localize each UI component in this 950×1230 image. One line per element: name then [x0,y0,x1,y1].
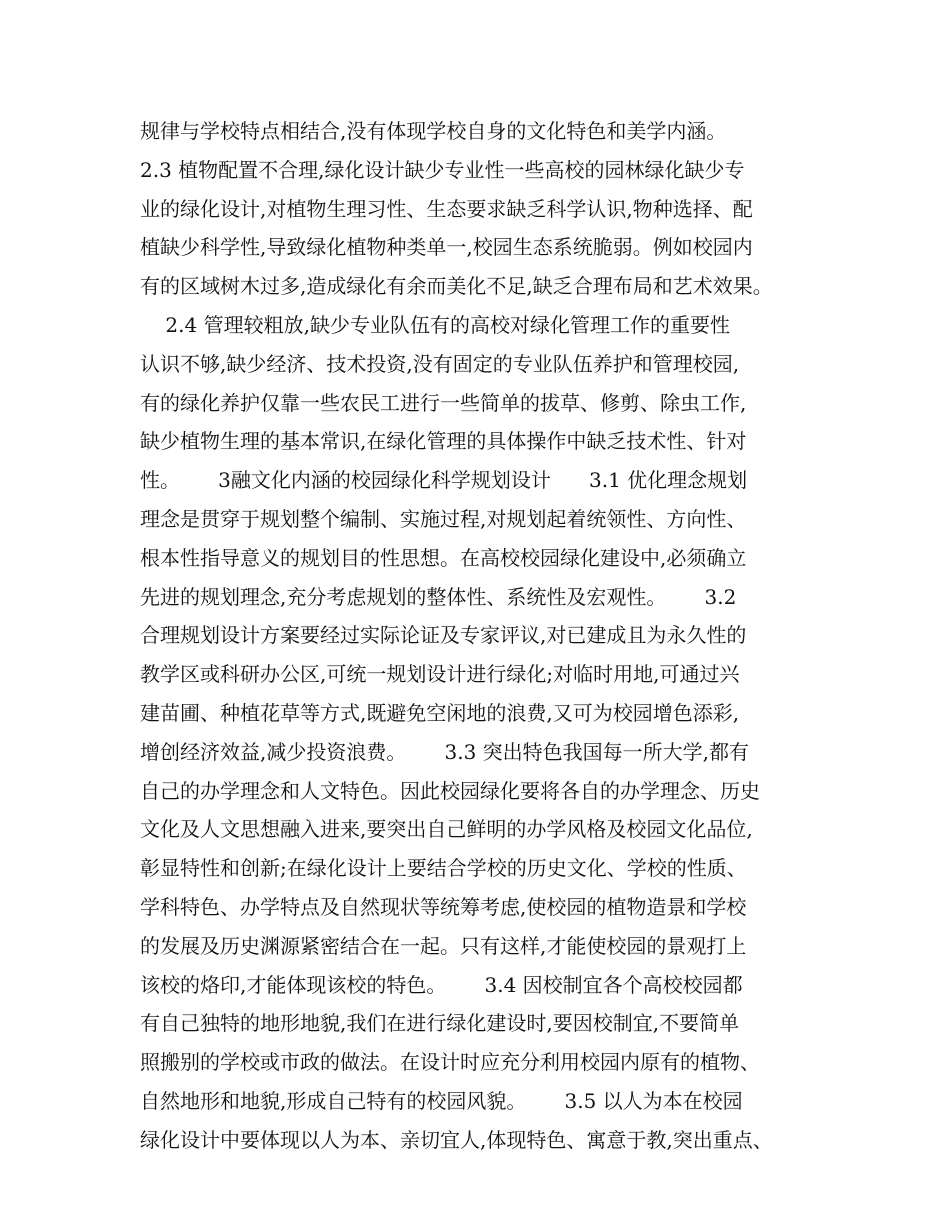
text-line: 性。 3融文化内涵的校园绿化科学规划设计 3.1 优化理念规划 [140,468,748,493]
text-line: 有自己独特的地形地貌,我们在进行绿化建设时,要因校制宜,不要简单 [140,1011,740,1036]
text-line: 合理规划设计方案要经过实际论证及专家评议,对已建成且为永久性的 [140,623,747,648]
text-line: 增创经济效益,减少投资浪费。 3.3 突出特色我国每一所大学,都有 [140,739,750,764]
text-line: 先进的规划理念,充分考虑规划的整体性、系统性及宏观性。 3.2 [140,584,737,609]
text-line: 彰显特性和创新;在绿化设计上要结合学校的历史文化、学校的性质、 [140,856,747,881]
text-line: 规律与学校特点相结合,没有体现学校自身的文化特色和美学内涵。 [140,119,727,143]
text-line: 缺少植物生理的基本常识,在绿化管理的具体操作中缺乏技术性、针对 [140,429,747,454]
text-line: 认识不够,缺少经济、技术投资,没有固定的专业队伍养护和管理校园, [140,351,740,376]
text-line: 教学区或科研办公区,可统一规划设计进行绿化;对临时用地,可通过兴 [140,662,740,687]
text-line: 自己的办学理念和人文特色。因此校园绿化要将各自的办学理念、历史 [140,778,760,803]
text-line: 有的区域树木过多,造成绿化有余而美化不足,缺乏合理布局和艺术效果。 [140,274,773,299]
text-line: 绿化设计中要体现以人为本、亲切宜人,体现特色、寓意于教,突出重点、 [140,1127,773,1152]
text-line: 根本性指导意义的规划目的性思想。在高校校园绿化建设中,必须确立 [140,545,747,570]
text-line: 有的绿化养护仅靠一些农民工进行一些简单的拔草、修剪、除虫工作, [140,390,747,415]
text-line: 建苗圃、种植花草等方式,既避免空闲地的浪费,又可为校园增色添彩, [140,700,740,725]
text-line: 该校的烙印,才能体现该校的特色。 3.4 因校制宜各个高校校园都 [140,972,743,997]
text-line: 植缺少科学性,导致绿化植物种类单一,校园生态系统脆弱。例如校园内 [140,235,753,260]
text-line: 理念是贯穿于规划整个编制、实施过程,对规划起着统领性、方向性、 [140,506,747,531]
text-line: 2.4 管理较粗放,缺少专业队伍有的高校对绿化管理工作的重要性 [140,312,730,337]
text-line: 业的绿化设计,对植物生理习性、生态要求缺乏科学认识,物种选择、配 [140,196,753,221]
text-line: 自然地形和地貌,形成自己特有的校园风貌。 3.5 以人为本在校园 [140,1088,743,1113]
text-line: 2.3 植物配置不合理,绿化设计缺少专业性一些高校的园林绿化缺少专 [140,157,745,182]
body-text [140,112,830,1160]
text-line: 学科特色、办学特点及自然现状等统筹考虑,使校园的植物造景和学校 [140,894,747,919]
text-line: 照搬别的学校或市政的做法。在设计时应充分利用校园内原有的植物、 [140,1050,760,1075]
text-line: 的发展及历史渊源紧密结合在一起。只有这样,才能使校园的景观打上 [140,933,747,958]
text-line: 文化及人文思想融入进来,要突出自己鲜明的办学风格及校园文化品位, [140,817,753,842]
